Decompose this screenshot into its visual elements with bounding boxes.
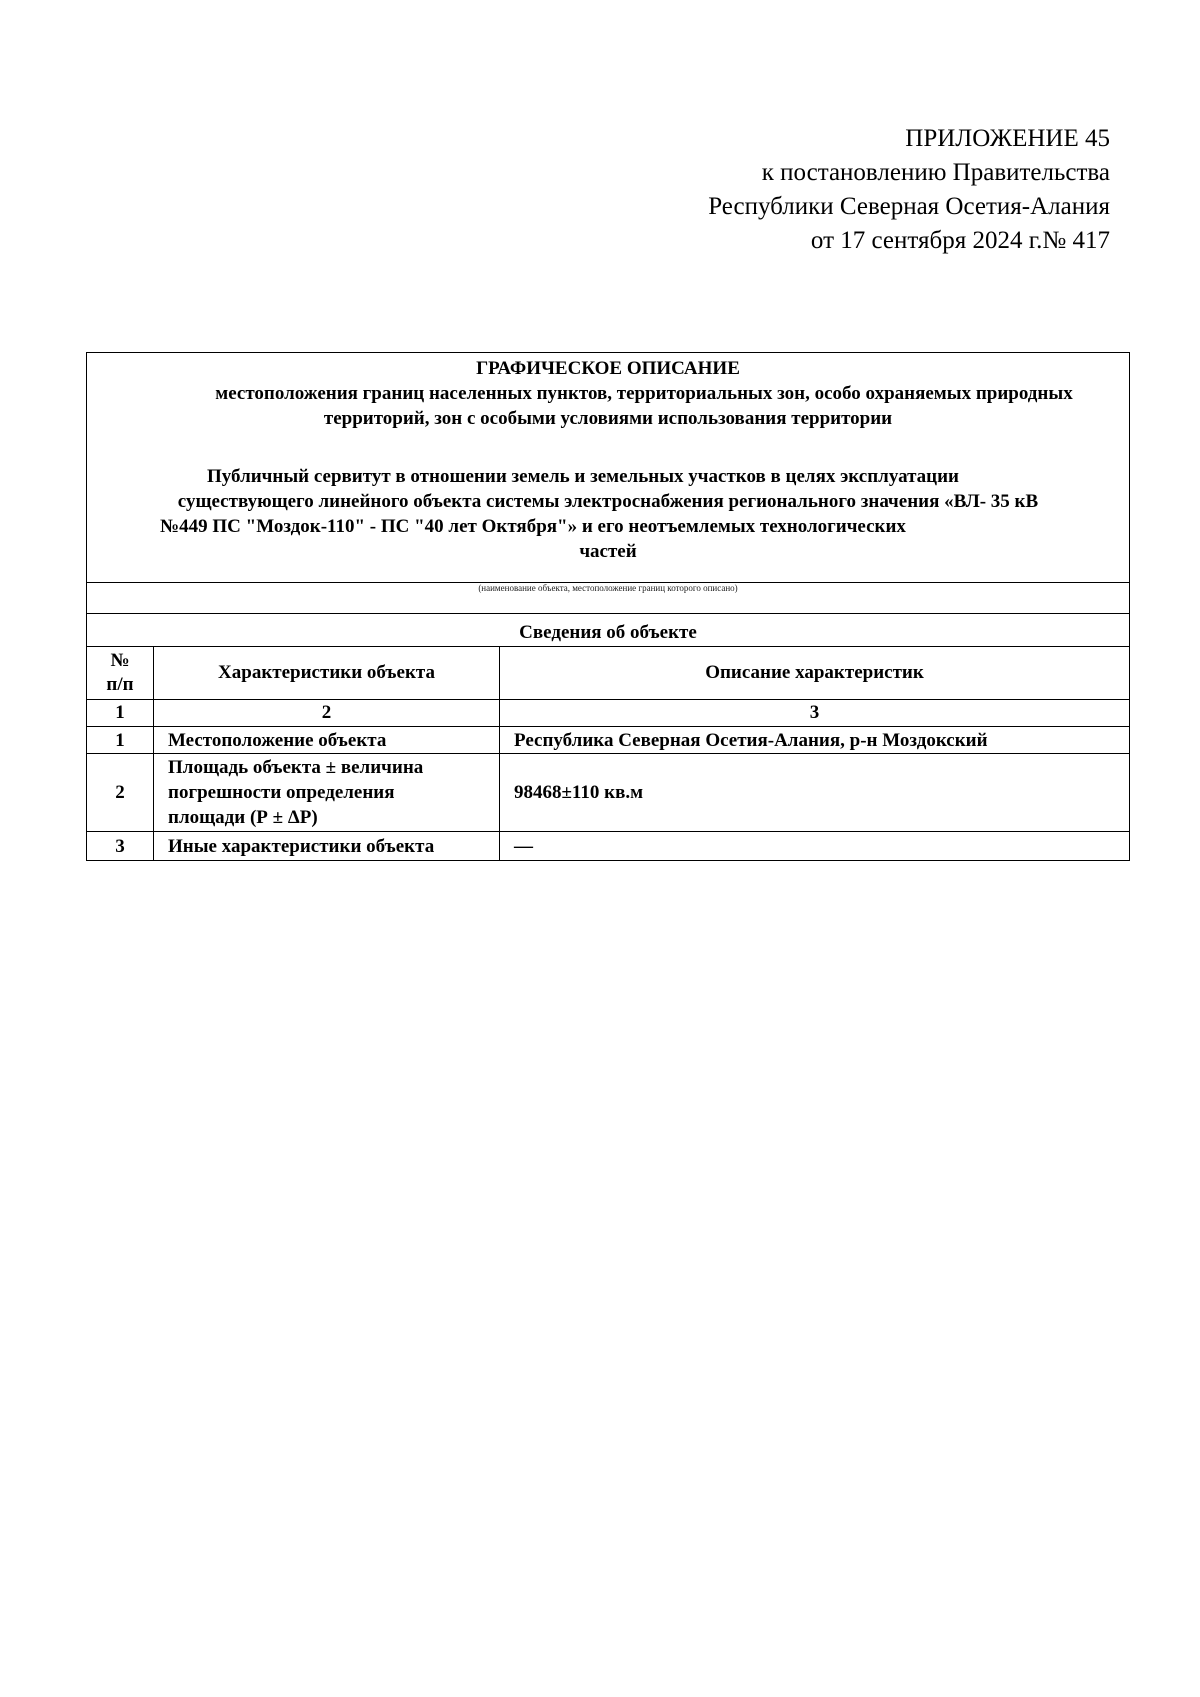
row-characteristic-line1: Площадь объекта ± величина	[168, 757, 424, 778]
document-title: ГРАФИЧЕСКОЕ ОПИСАНИЕ	[476, 358, 740, 379]
row-number: 1	[87, 727, 154, 754]
column-header-number-line1: №	[110, 650, 130, 671]
document-subtitle-line2: территорий, зон с особыми условиями использования территории	[323, 408, 893, 429]
row-characteristic: Иные характеристики объекта	[154, 832, 500, 861]
row-value: Республика Северная Осетия-Алания, р-н Моздокский	[500, 727, 1130, 754]
row-number: 2	[87, 754, 154, 832]
object-caption: (наименование объекта, местоположение границ которого описано)	[478, 583, 738, 593]
table-row	[87, 754, 1130, 832]
column-header-number	[87, 647, 154, 700]
caption-cell	[87, 583, 1130, 614]
column-numbers-row	[87, 700, 1130, 727]
row-characteristic	[154, 754, 500, 832]
appendix-block	[708, 122, 1110, 258]
object-name-line4: частей	[579, 541, 637, 562]
column-number: 3	[500, 700, 1130, 727]
row-value: 98468±110 кв.м	[500, 754, 1130, 832]
column-header-number-line2: п/п	[106, 674, 134, 695]
header-cell	[87, 353, 1130, 583]
section-title: Сведения об объекте	[87, 614, 1130, 647]
description-table	[86, 352, 1130, 861]
row-characteristic-line3: площади (Р ± ΔР)	[168, 807, 318, 828]
column-header-description: Описание характеристик	[500, 647, 1130, 700]
appendix-republic: Республики Северная Осетия-Алания	[708, 193, 1110, 220]
column-number: 2	[154, 700, 500, 727]
row-number: 3	[87, 832, 154, 861]
appendix-decree: к постановлению Правительства	[761, 159, 1110, 186]
row-characteristic: Местоположение объекта	[154, 727, 500, 754]
row-characteristic-line2: погрешности определения	[168, 782, 395, 803]
table-row	[87, 727, 1130, 754]
column-number: 1	[87, 700, 154, 727]
document-subtitle-line1: местоположения границ населенных пунктов, территориальных зон, особо охраняемых природных	[215, 383, 1073, 404]
object-name-line2: существующего линейного объекта системы электроснабжения регионального значения «ВЛ- 35 кВ	[177, 491, 1039, 512]
object-name-line1: Публичный сервитут в отношении земель и земельных участков в целях эксплуатации	[207, 466, 959, 487]
row-value: —	[500, 832, 1130, 861]
appendix-date: от 17 сентября 2024 г.№ 417	[810, 227, 1110, 254]
table-row	[87, 832, 1130, 861]
column-header-characteristics: Характеристики объекта	[154, 647, 500, 700]
object-name	[87, 464, 1129, 564]
object-name-line3: №449 ПС "Моздок-110" - ПС "40 лет Октября"» и его неотъемлемых технологических	[160, 516, 906, 537]
appendix-number: ПРИЛОЖЕНИЕ 45	[905, 125, 1110, 152]
